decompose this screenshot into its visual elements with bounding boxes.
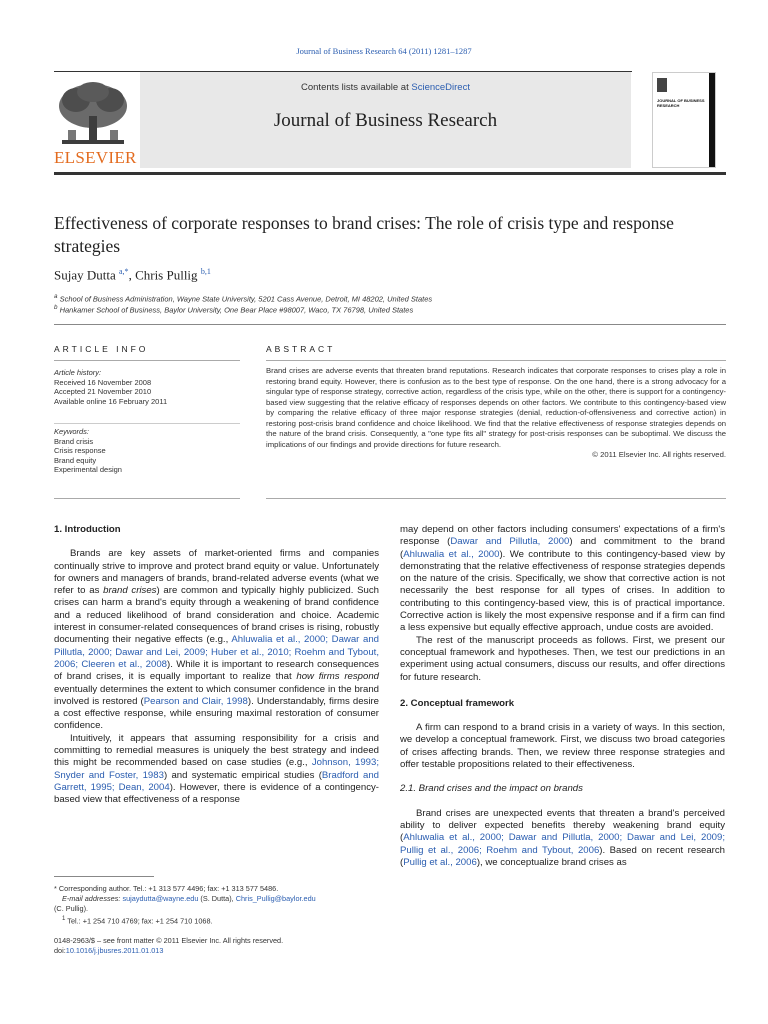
paragraph-text: ), we conceptualize brand crises as [476, 856, 627, 868]
paragraph [400, 808, 725, 869]
paragraph: The rest of the manuscript proceeds as follows. First, we present our conceptual framework and hypotheses. Then, we test our predictions in an experiment using actual consumers, discuss our results, and offer directions for future research. [400, 634, 725, 683]
affiliation-mark: a [54, 293, 58, 300]
abstract-rule [266, 360, 726, 361]
elsevier-tree-logo-icon [54, 80, 132, 152]
accepted-date: Accepted 21 November 2010 [54, 387, 152, 397]
doi-line [54, 946, 379, 956]
cover-emblem-icon [657, 78, 667, 92]
abstract-heading: ABSTRACT [266, 344, 336, 354]
email-label: E-mail addresses: [62, 894, 121, 903]
paragraph [54, 548, 379, 732]
section-heading: 2. Conceptual framework [400, 697, 515, 709]
paragraph [54, 733, 379, 807]
citation-link[interactable]: Bradford and Garrett, 1995; Dean, 2004 [54, 769, 379, 793]
section-heading: 1. Introduction [54, 524, 121, 535]
article-info-rule [54, 360, 240, 361]
footnote-1 [54, 914, 379, 926]
abstract-body [266, 366, 726, 461]
footnote-corresponding [54, 884, 379, 894]
author-affiliation-link[interactable]: b,1 [200, 267, 211, 276]
citation-link[interactable]: Johnson, 1993; Snyder and Foster, 1983 [54, 757, 379, 781]
subsection-heading: 2.1. Brand crises and the impact on brands [400, 783, 583, 795]
abstract-text: Brand crises are adverse events that threaten brand reputations. Research indicates that corporate responses to crises play a role in restoring brand equity. However, there is confusion as to the best type of response. On the one hand, there is a strong advocacy for a singular type of response strategy, corrective action, regardless of the crisis type, while on the other, there is support for a contingency-based view suggesting that the relative efficacy of responses depends on other factors. We contribute to this contingency-based view by comparing the relative efficacy of three major response strategies (denial, reduction-of-offensiveness and corrective action) in restoring post-crisis brand confidence and choice likelihood. We find that the relative effectiveness of response strategies depends on the nature of the brand crisis. Consequently, a "one type fits all" strategy for post-crisis responses can be suboptimal. We discuss the implications of our findings and provide directions for future research. [266, 366, 726, 449]
footnote-emails [54, 894, 379, 904]
footnote-mark: 1 [62, 915, 66, 922]
paragraph-text: ). While it is important to research consequences of brand crises, it is equally important to realize that [54, 658, 379, 683]
paragraph-text: Brands are key assets of market-oriented firms and companies continually strive to improve and protect brand equity or value. Unfortunately for owners and managers of brands, brand-related adverse events (what we refer to as [54, 548, 379, 597]
citation-link[interactable]: Pearson and Clair, 1998 [143, 695, 248, 707]
contents-prefix: Contents lists available at [301, 82, 412, 93]
article-info-heading: ARTICLE INFO [54, 344, 149, 354]
affiliation-a [54, 293, 432, 304]
body-column-right [400, 524, 725, 869]
footnote-mark: * [54, 884, 57, 893]
footnote-email-owner: (C. Pullig). [54, 904, 89, 913]
body-column-left [54, 524, 379, 807]
emphasis: how firms respond [296, 671, 379, 683]
journal-title: Journal of Business Research [273, 110, 498, 131]
keywords-label: Keywords: [54, 427, 90, 436]
online-date: Available online 16 February 2011 [54, 396, 168, 406]
paragraph-text: eventually determines the extent to which consumer confidence in the brand involved is restored ( [54, 683, 379, 707]
section-rule [54, 324, 726, 325]
author-affiliation-link[interactable]: a,* [119, 267, 129, 276]
paragraph-text: ). Based on recent research ( [400, 844, 725, 868]
header-bottom-rule [54, 172, 726, 175]
paragraph-text: ) and systematic empirical studies ( [163, 769, 322, 781]
footnotes [54, 884, 379, 956]
elsevier-logo-text: ELSEVIER [54, 148, 137, 167]
paragraph-text: Brand crises are unexpected events that threaten a brand's perceived ability to deliver expected benefits thereby weakening brand equity ( [400, 807, 725, 844]
article-info-divider [54, 423, 240, 424]
paragraph-text: ) are common and typically highly publicized. Such crises can harm a brand's equity through a weakening of brand confidence and a reduced likelihood of brand consideration and choice. Academic interest in consumer-related consequences of brand crises is rising, robustly documenting their negative effects (e.g., [54, 585, 379, 646]
keyword: Brand crisis [54, 436, 94, 446]
keyword: Crisis response [54, 446, 106, 456]
journal-reference[interactable]: Journal of Business Research 64 (2011) 1281–1287 [296, 46, 472, 56]
contents-line [140, 82, 631, 93]
history-label: Article history: [54, 368, 102, 377]
emphasis: brand crises [103, 585, 157, 597]
cover-title: JOURNAL OF BUSINESS RESEARCH [657, 98, 705, 108]
article-title: Effectiveness of corporate responses to brand crises: The role of crisis type and response strategies [54, 213, 674, 256]
keywords [54, 427, 240, 475]
journal-cover-thumbnail[interactable] [652, 72, 716, 168]
article-info-bottom-rule [54, 498, 240, 499]
received-date: Received 16 November 2008 [54, 377, 152, 387]
citation-link[interactable]: Dawar and Pillutla, 2000 [450, 536, 570, 548]
footnote-rule [54, 876, 154, 877]
footnote-text: Corresponding author. Tel.: +1 313 577 4496; fax: +1 313 577 5486. [58, 884, 279, 893]
footnote-text: Tel.: +1 254 710 4769; fax: +1 254 710 1068. [67, 916, 213, 926]
author-separator: , [128, 267, 136, 283]
email-owner: (S. Dutta), [198, 894, 236, 903]
affiliation-text: School of Business Administration, Wayne State University, 5201 Cass Avenue, Detroit, MI 48202, United States [59, 294, 433, 304]
abstract-copyright: © 2011 Elsevier Inc. All rights reserved. [592, 450, 726, 459]
affiliation-mark: b [54, 304, 58, 311]
keyword: Brand equity [54, 455, 97, 465]
article-history [54, 368, 240, 406]
doi-link[interactable]: 10.1016/j.jbusres.2011.01.013 [65, 946, 164, 956]
paragraph-text: ). However, there is evidence of a contingency-based view that effectiveness of a response [54, 781, 379, 806]
paragraph [400, 524, 725, 635]
authors [54, 267, 211, 283]
abstract-bottom-rule [266, 498, 726, 499]
author-name: Sujay Dutta [54, 267, 116, 283]
paragraph-text: Intuitively, it appears that assuming responsibility for a crisis and committing to remedial measures is uniquely the best strategy and indeed this might be recommended based on case studies (e.g., [54, 732, 379, 769]
email-link[interactable]: sujaydutta@wayne.edu [122, 894, 199, 903]
citation-link[interactable]: Ahluwalia et al., 2000; Dawar and Pillutla, 2000; Dawar and Lei, 2009; Huber et al., 2010; Roehm and Tybout, 2006; Cleeren et al., 2008 [54, 634, 379, 670]
citation-link[interactable]: Ahluwalia et al., 2000; Dawar and Pillutla, 2000; Dawar and Lei, 2009; Pullig et al., 2006; Roehm and Tybout, 2006 [400, 832, 725, 856]
citation-link[interactable]: Ahluwalia et al., 2000 [403, 548, 500, 560]
doi-label: doi: [54, 946, 66, 956]
cover-spine [709, 73, 715, 167]
paragraph-text: may depend on other factors including consumers' expectations of a firm's response ( [400, 524, 725, 548]
paragraph-text: ) and commitment to the brand ( [400, 536, 725, 560]
affiliation-b [54, 304, 413, 315]
paragraph: A firm can respond to a brand crisis in a variety of ways. In this section, we develop a conceptual framework. First, we discuss two broad categories of crises affecting brands. Then, we review three response strategies and offer testable propositions related to their effectiveness. [400, 722, 725, 771]
sciencedirect-link[interactable]: ScienceDirect [411, 82, 470, 93]
issn-line: 0148-2963/$ – see front matter © 2011 Elsevier Inc. All rights reserved. [54, 936, 284, 946]
paragraph-text: ). Understandably, firms desire a cost effective response, while ensuring maximal restoration of consumer confidence. [54, 695, 380, 732]
affiliation-text: Hankamer School of Business, Baylor University, One Bear Place #98007, Waco, TX 76798, United States [59, 305, 414, 315]
email-link[interactable]: Chris_Pullig@baylor.edu [235, 894, 316, 903]
citation-link[interactable]: Pullig et al., 2006 [403, 856, 477, 868]
paragraph-text: ). We contribute to this contingency-based view by demonstrating that the relative effectiveness of response strategies depends on the nature of the crisis. Specifically, we show that corrective action is not necessarily the best response for all types of crises. In addition to contributing to this contingency-based view, this is of practical importance. Corrective action is likely the most expensive response and if a firm can find a less expensive but equally effective approach, undue costs are avoided. [400, 548, 725, 634]
author-name: Chris Pullig [135, 267, 198, 283]
keyword: Experimental design [54, 465, 122, 475]
